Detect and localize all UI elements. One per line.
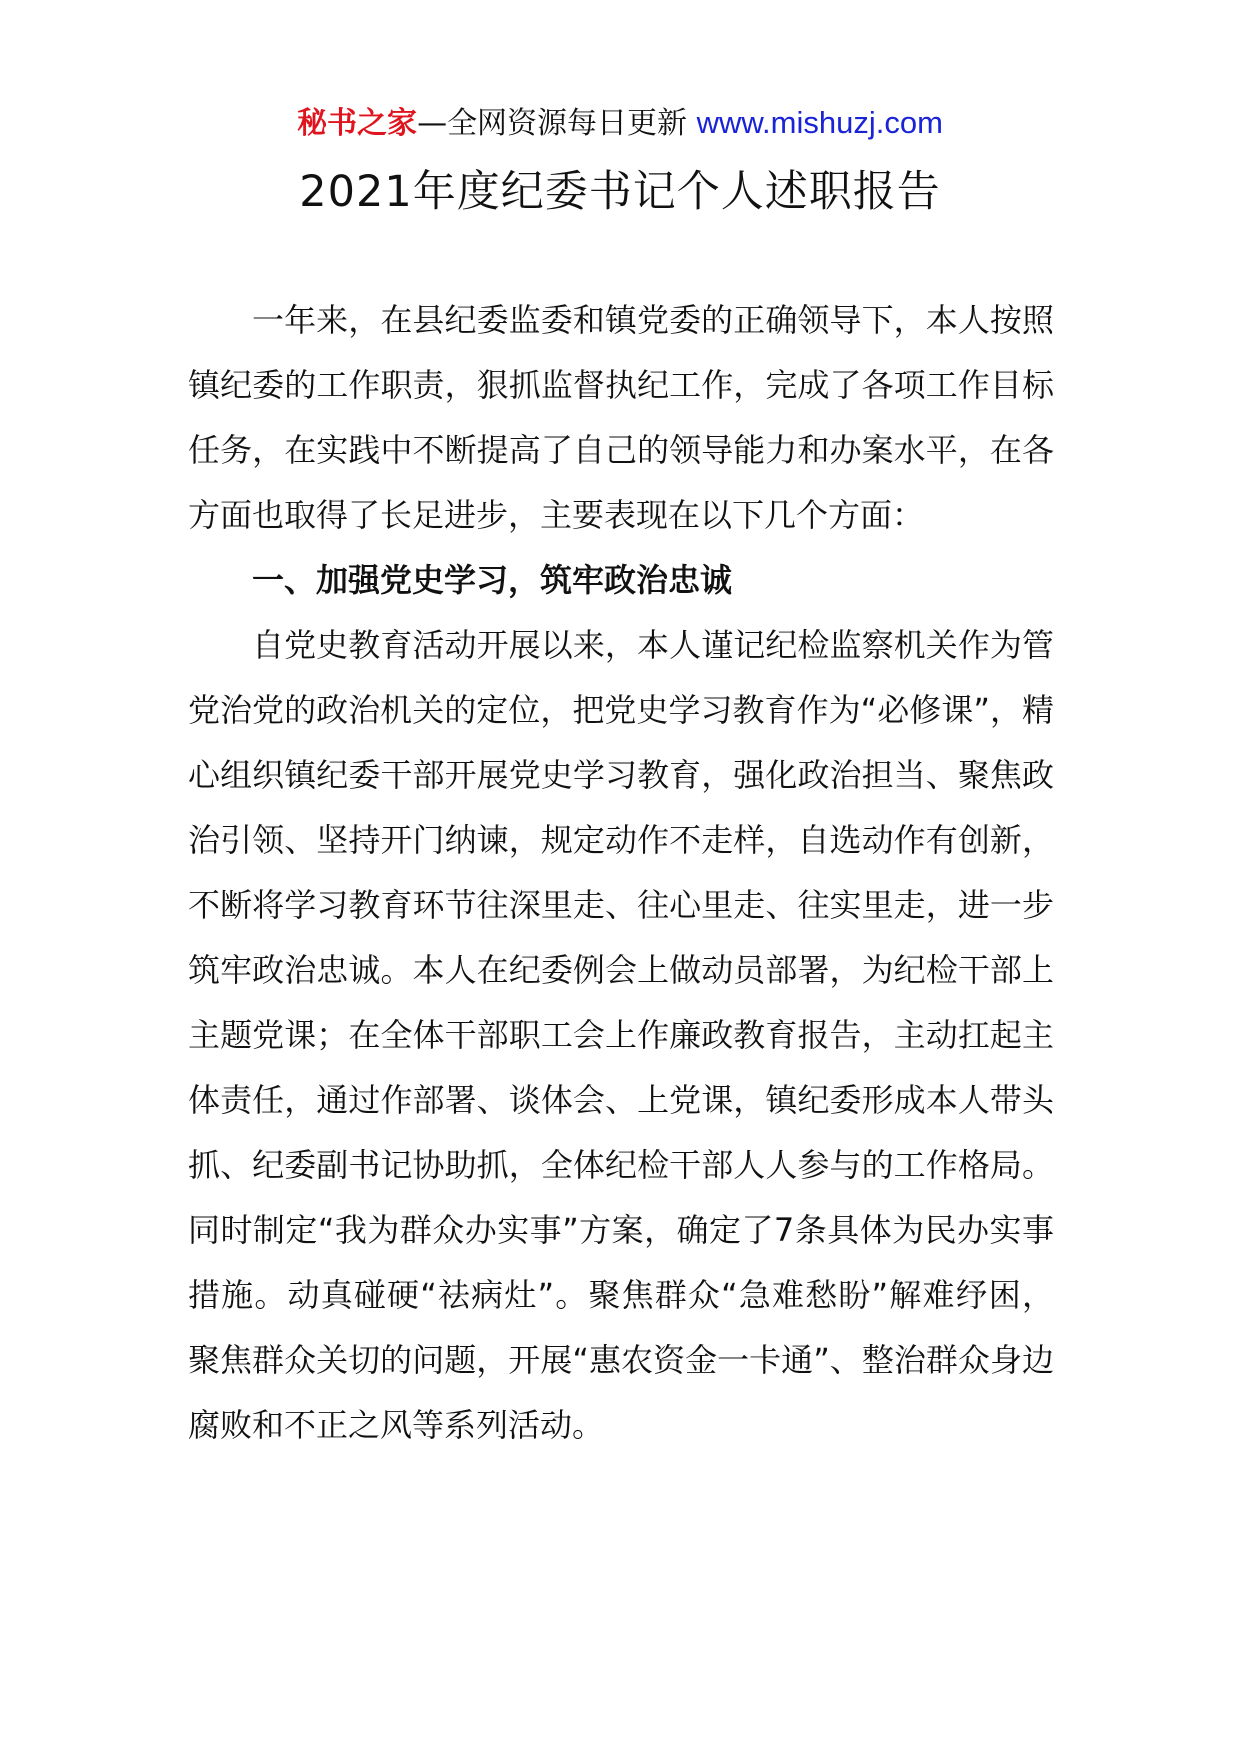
site-brand: 秘书之家: [297, 106, 418, 141]
document-body: [188, 288, 1054, 1458]
site-url-link[interactable]: www.mishuzj.com: [696, 105, 943, 140]
section-1-paragraph: 自党史教育活动开展以来，本人谨记纪检监察机关作为管党治党的政治机关的定位，把党史学习教育作为“必修课”，精心组织镇纪委干部开展党史学习教育，强化政治担当、聚焦政治引领、坚持开门纳谏，规定动作不走样，自选动作有创新，不断将学习教育环节往深里走、往心里走、往实里走，进一步筑牢政治忠诚。本人在纪委例会上做动员部署，为纪检干部上主题党课；在全体干部职工会上作廉政教育报告，主动扛起主体责任，通过作部署、谈体会、上党课，镇纪委形成本人带头抓、纪委副书记协助抓，全体纪检干部人人参与的工作格局。同时制定“我为群众办实事”方案，确定了7条具体为民办实事措施。动真碰硬“祛病灶”。聚焦群众“急难愁盼”解难纾困，聚焦群众关切的问题，开展“惠农资金一卡通”、整治群众身边腐败和不正之风等系列活动。: [188, 626, 1054, 1444]
site-header: [0, 100, 1240, 147]
intro-paragraph: 一年来，在县纪委监委和镇党委的正确领导下，本人按照镇纪委的工作职责，狠抓监督执纪工作，完成了各项工作目标任务，在实践中不断提高了自己的领导能力和办案水平，在各方面也取得了长足进步，主要表现在以下几个方面：: [188, 301, 1054, 534]
section-heading-1: 一、加强党史学习，筑牢政治忠诚: [252, 561, 733, 599]
document-title: 2021年度纪委书记个人述职报告: [299, 167, 941, 217]
site-tagline: —全网资源每日更新: [417, 106, 688, 141]
